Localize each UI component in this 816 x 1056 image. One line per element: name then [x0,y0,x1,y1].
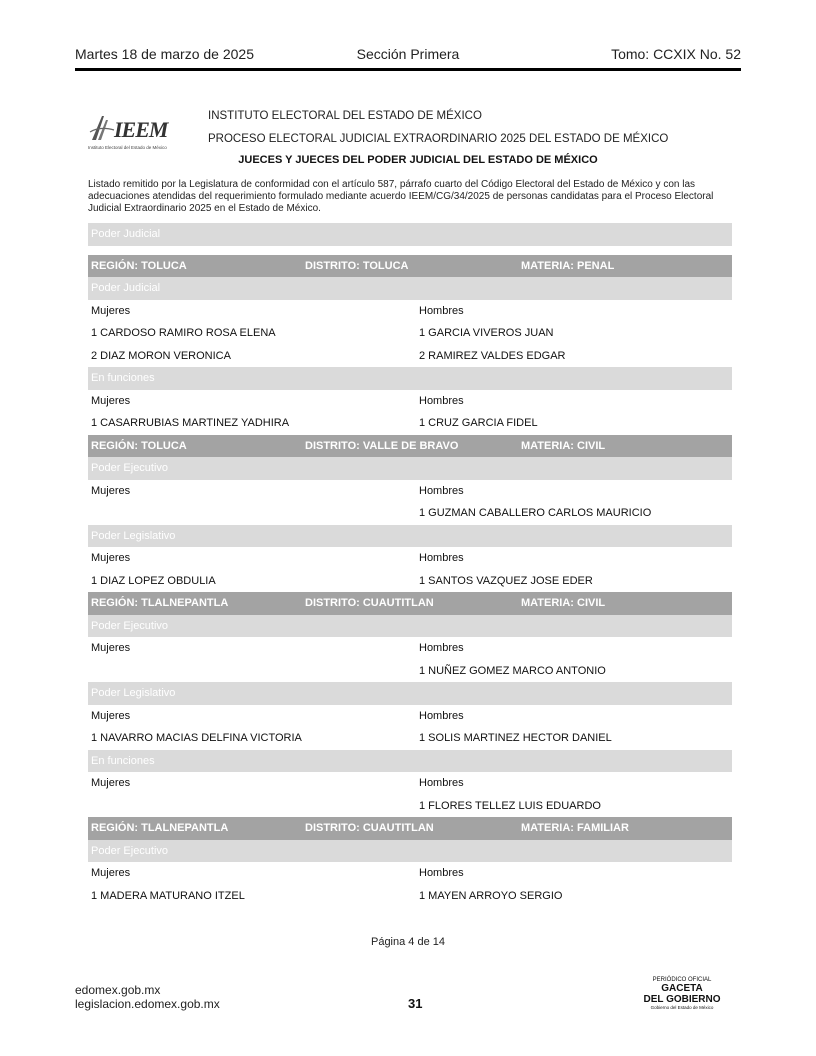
page-number: Página 4 de 14 [370,936,445,948]
intro-paragraph: Listado remitido por la Legislatura de conformidad con el artículo 587, párrafo cuarto del Código Electoral del Estado de México y con las adecuaciones atendidas del requerimiento formulado mediante acuerdo IEEM/CG/34/2025 de personas candidatas para el Proceso Electoral Judicial Extraordinario 2025 en el Estado de México. [88,179,714,214]
women-cell: 1 NAVARRO MACIAS DELFINA VICTORIA [91,732,302,744]
women-cell: 1 MADERA MATURANO ITZEL [91,889,245,902]
men-cell: 1 SOLIS MARTINEZ HECTOR DANIEL [419,732,612,744]
section-row [88,457,732,480]
section-row [88,615,732,638]
men-cell: Hombres [419,484,464,497]
section-row [88,525,732,548]
men-cell: Hombres [419,394,464,407]
gaceta-label: PERIÓDICO OFICIAL [652,977,712,983]
region-label: REGIÓN: TOLUCA [91,259,187,272]
men-cell: Hombres [419,709,464,722]
men-cell: Hombres [419,552,464,564]
women-cell: 1 DIAZ LOPEZ OBDULIA [91,574,216,587]
women-cell: Mujeres [91,552,131,564]
candidate-row [88,412,732,435]
candidate-row [88,885,732,908]
section-row [88,367,732,390]
section-row [88,750,732,773]
section-row [88,840,732,863]
section-label: Poder Judicial [91,228,161,240]
subject-label: MATERIA: PENAL [521,259,615,272]
section-label: Poder Judicial [91,282,161,294]
candidate-row [88,637,732,660]
men-cell: 1 GUZMAN CABALLERO CARLOS MAURICIO [419,507,652,519]
ieem-emblem-icon [88,112,116,144]
section-row [88,682,732,705]
header-rule [75,68,741,71]
institute-name: INSTITUTO ELECTORAL DEL ESTADO DE MÉXICO [208,110,482,122]
men-cell: 2 RAMIREZ VALDES EDGAR [419,349,566,362]
footer-legislation-site: legislacion.edomex.gob.mx [75,997,220,1011]
candidate-row [88,547,732,570]
region-header-row [88,817,732,840]
district-label: DISTRITO: TOLUCA [305,259,409,272]
candidates-table [88,223,732,907]
ieem-logo [88,112,180,154]
header-volume: Tomo: CCXIX No. 52 [611,46,741,62]
candidate-row [88,390,732,413]
men-cell: Hombres [419,867,464,879]
women-cell: 2 DIAZ MORON VERONICA [91,349,231,362]
women-cell: Mujeres [91,867,131,879]
section-row [88,277,732,300]
document-title: JUECES Y JUECES DEL PODER JUDICIAL DEL ESTADO DE MÉXICO [238,154,598,166]
district-label: DISTRITO: CUAUTITLAN [305,597,434,609]
region-header-row [88,592,732,615]
section-label: En funciones [91,754,155,767]
women-cell: Mujeres [91,394,131,407]
candidate-row [88,660,732,683]
logo-wordmark: IEEM [114,117,168,142]
men-cell: Hombres [419,777,464,789]
gaceta-title-2: DEL GOBIERNO [643,994,721,1005]
section-label: Poder Legislativo [91,687,176,699]
men-cell: 1 MAYEN ARROYO SERGIO [419,889,563,902]
candidate-row [88,322,732,345]
region-label: REGIÓN: TLALNEPANTLA [91,822,229,834]
women-cell: 1 CASARRUBIAS MARTINEZ YADHIRA [91,417,290,429]
region-header-row [88,255,732,278]
region-label: REGIÓN: TLALNEPANTLA [91,597,229,609]
region-header-row [88,435,732,458]
candidate-row [88,502,732,525]
men-cell: 1 NUÑEZ GOMEZ MARCO ANTONIO [419,664,606,677]
gaceta-logo [632,977,732,1010]
footer-links [75,983,220,1011]
logo-subtitle: Instituto Electoral del Estado de México [88,145,167,150]
header-date: Martes 18 de marzo de 2025 [75,46,254,62]
men-cell: 1 CRUZ GARCIA FIDEL [419,417,538,429]
candidate-row [88,705,732,728]
process-name: PROCESO ELECTORAL JUDICIAL EXTRAORDINARIO 2025 DEL ESTADO DE MÉXICO [208,133,669,145]
women-cell: Mujeres [91,304,131,317]
men-cell: 1 FLORES TELLEZ LUIS EDUARDO [419,799,601,812]
page-header [75,46,741,66]
candidate-row [88,300,732,323]
subject-label: MATERIA: CIVIL [521,597,606,609]
men-cell: Hombres [419,642,464,654]
men-cell: 1 GARCIA VIVEROS JUAN [419,327,554,339]
gaceta-subtitle: Gobierno del Estado de México [650,1005,714,1010]
candidate-row [88,727,732,750]
women-cell: Mujeres [91,709,131,722]
section-row [88,223,732,246]
folio-number: 31 [408,996,423,1011]
candidate-row [88,570,732,593]
women-cell: Mujeres [91,777,131,789]
men-cell: 1 SANTOS VAZQUEZ JOSE EDER [419,574,593,587]
header-section: Sección Primera [356,46,460,62]
candidate-row [88,795,732,818]
women-cell: 1 CARDOSO RAMIRO ROSA ELENA [91,327,276,339]
candidate-row [88,862,732,885]
section-label: En funciones [91,372,155,384]
section-label: Poder Legislativo [91,529,176,542]
subject-label: MATERIA: FAMILIAR [521,822,629,834]
region-label: REGIÓN: TOLUCA [91,439,187,452]
women-cell: Mujeres [91,484,131,497]
district-label: DISTRITO: CUAUTITLAN [305,822,434,834]
men-cell: Hombres [419,304,464,317]
candidate-row [88,772,732,795]
row-gap [88,246,732,255]
section-label: Poder Ejecutivo [91,462,169,474]
section-label: Poder Ejecutivo [91,619,169,632]
gaceta-title: GACETA [661,983,703,994]
district-label: DISTRITO: VALLE DE BRAVO [305,439,459,452]
candidate-row [88,480,732,503]
subject-label: MATERIA: CIVIL [521,439,606,452]
women-cell: Mujeres [91,642,131,654]
footer-site: edomex.gob.mx [75,983,161,997]
section-label: Poder Ejecutivo [91,844,169,857]
candidate-row [88,345,732,368]
